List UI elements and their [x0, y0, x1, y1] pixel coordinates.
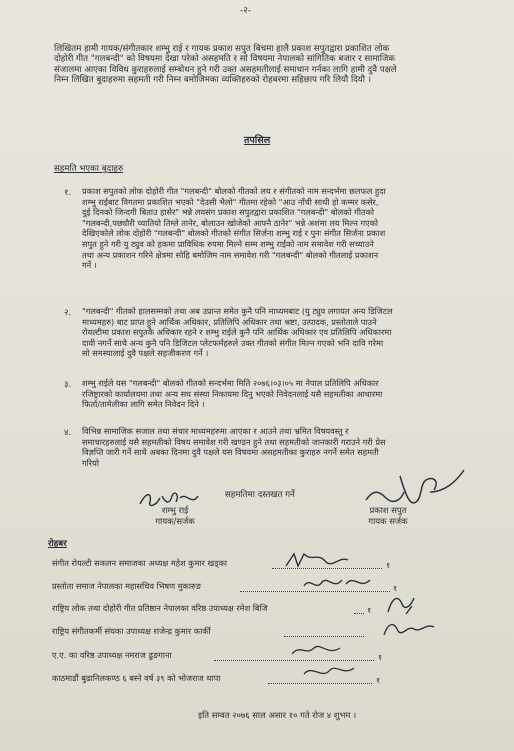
- intro-line: निम्न लिखित बुदाहरुमा सहमती गरी निम्न बमोजिमका व्यक्तिहरुको रोहबरमा सहिछाप गरि लियौ दियौ ।: [54, 74, 371, 85]
- point-line: गरियो: [82, 457, 99, 468]
- point-line: माध्यमहरु) बाट प्राप्त हुने आर्थिक अधिकार, प्रतिलिपि अधिकार तथा श्रष्टा, उत्पादक, प्रस्तोताले पाउने: [82, 316, 377, 327]
- tapasil-heading: तपसिल: [244, 135, 271, 146]
- witness-row: राष्ट्रिय संगीतकर्मी संघका उपाध्यक्ष राजेन्द्र कुमार कार्की: [52, 626, 211, 636]
- point-line: देखिएकोले लोक दोहोरी "गलबन्दी" बोलको गीतको संगीत सिर्जना शम्भु राई र पुनः संगीत सिर्जना प्रकाश: [82, 228, 386, 239]
- point-line: तथा अन्य प्रकाशन गरिने क्षेत्रमा सोहि बमोजिम नाम समावेश गरी "गलबन्दी" बोलको गीतलाई प्रकाशन: [82, 249, 379, 260]
- point-line: "गलबन्दी,पछ्यौरी च्यातियो तिम्ले तानेर, बोलाउन खोजेको आफ्नै ठानेर" भन्ने अशंमा लय मिल्न गएको: [82, 217, 379, 228]
- point-item: [82, 378, 492, 410]
- witness-dotted-line: [354, 613, 364, 614]
- intro-paragraph: [54, 44, 494, 85]
- point-line: समाचारहरुलाई यसै सहमतीको विषय समावेश गरी खण्डन हुने तथा सहमतीको जानकारी गराउने गरी प्रेस: [82, 436, 386, 447]
- witness-row: ए.ए. का वरिष्ठ उपाध्यक्ष नमराज ढुङगाना: [52, 650, 172, 660]
- witness-row: संगीत रोयल्टी सकलन समाजका अध्यक्ष महेश कुमार खड्का: [52, 558, 228, 568]
- witness-signature-mark: [382, 590, 422, 618]
- witness-mark: १: [367, 606, 372, 615]
- point-line: सपुत हुने गरी यु ट्युव को हकमा प्राविधिक रुपमा मिल्ने सम्म शम्भु राईको नाम समावेश गरी सच्याउने: [82, 238, 374, 249]
- intro-line: दोहोरी गीत "गलबन्दी" को विषयमा देखा परेको असहमति र सो विषयमा नेपालको सांगितिक बजार र सामाजिक: [54, 54, 395, 65]
- point-line: प्रकाश सपुतको लोक दोहोरी गीत "गलबन्दी" बोलको गीतको लय र संगीतको नाम सन्दर्भमा छलफल हुदा: [82, 186, 386, 196]
- signer-right: [348, 505, 428, 527]
- point-line: रजिष्ट्रारको कार्यालयमा तथा अन्य सघ संस्था निकायमा दिनु भएको निवेदनलाई यसै सहमतीका आधारमा: [82, 388, 383, 399]
- witness-mark: १: [393, 584, 398, 593]
- intro-line: संजालमा आएका विविध कुराहरुलाई सम्बोधन हुने गरी उक्त असहमतीलाई समाधान गर्नका लागि हामी दुवै पक्षले: [54, 64, 397, 75]
- point-line: "गलबन्दी" गीतको हालसम्मको तथा अब उप्रान्त समेत कुनै पनि माध्यमबाट (यु ट्युव लगायत अन्य डिजिटल: [82, 306, 393, 316]
- point-line: फिर्ता/तामेलीका लागि समेत निवेदन दिने ।: [82, 399, 205, 410]
- witness-mark: १: [386, 561, 391, 570]
- witness-signature-mark: [282, 548, 352, 572]
- witness-row: काठमाडौं बुढानिलकण्ठ ६ बस्ने वर्ष ३९ को भोजराज थापा: [52, 673, 221, 683]
- point-line: विज्ञप्ति जारी गर्ने साथै अबका दिनमा दुवै पक्षले यस विषयमा असहमतीका कुराहरु नगर्ने समेत सहमती: [82, 447, 379, 458]
- witness-row: प्रस्तोता समाज नेपालका महासचिव भिषण मुकारुङ: [52, 581, 202, 591]
- signer-left: [140, 505, 210, 527]
- point-number: ३.: [64, 380, 72, 390]
- point-number: १.: [64, 188, 72, 198]
- page-number: -२-: [240, 6, 252, 16]
- witness-mark: १: [376, 676, 381, 685]
- point-number: २.: [64, 308, 72, 318]
- point-line: दुई दिनको जिन्दगी बिताउ हासेर" भन्ने लयसंग प्रकाश सपुतद्वारा प्रकाशित "गलबन्दी" बोलको गीतको: [82, 207, 375, 218]
- signer-right-role: गायक सर्जक: [368, 516, 408, 526]
- point-line: रोयल्टीमा प्रकाश सपुतकै अधिकार रहने र शम्भु राईले कुनै पनि आर्थिक अधिकार एव प्रतिलिपि अधिकारमा: [82, 327, 392, 338]
- witness-row: राष्ट्रिय लोक तथा दोहोरी गीत प्रतिष्ठान नेपालका वरिष्ठ उपाध्यक्ष रमेश बिजि: [52, 603, 268, 613]
- intro-line: लिखितम हामी गायक/संगीतकार शम्भु राई र गायक प्रकाश सपुत बिचमा हालै प्रकाश सपुतद्वारा प्रकाशित लोक: [54, 44, 390, 54]
- signatures-label: सहमतिमा दस्तखत गर्ने: [225, 490, 295, 500]
- point-line: शम्भु राईले यस "गलबन्दी" बोलको गीतको सन्दर्भमा मिति २०७६।०३।०५ मा नेपाल प्रतिलिपि अधिकार: [82, 378, 379, 388]
- point-line: दावी नगर्ने साथै अन्य कुनै पनि डिजिटल प्लेटफर्महरुले उक्त गीतको संगीत मिल्न गएको भनि दावि गरेमा: [82, 337, 384, 348]
- point-item: [82, 186, 492, 271]
- rohabar-heading: रोहबर: [48, 539, 67, 549]
- witness-signature-mark: [288, 640, 348, 660]
- point-number: ४.: [64, 428, 72, 438]
- witness-dotted-line: [268, 683, 372, 684]
- witness-signature-mark: [380, 615, 440, 641]
- witness-dotted-line: [214, 660, 374, 661]
- witness-signature-mark: [300, 662, 360, 682]
- point-line: शम्भु राईबाट विगतमा प्रकाशित भएको "देउसी भैलो" गीतमा रहेको "आउ नाँची साथी हो कम्मर कसेर,: [82, 196, 379, 207]
- witness-mark: १: [378, 653, 383, 662]
- point-line: गर्ने ।: [82, 260, 97, 271]
- agreed-points-heading: सहमति भएका बुदाहरु: [54, 164, 124, 174]
- signer-right-name: प्रकाश सपुत: [369, 505, 407, 515]
- witness-dotted-line: [284, 636, 364, 637]
- closing-line: इति सम्वत २०७६ साल असार १० गते रोज ४ शुभम ।: [198, 710, 357, 720]
- signer-left-role: गायक/सर्जक: [155, 516, 195, 526]
- point-line: सो समस्यालाई दुवै पक्षले सहजीकरण गर्ने ।: [82, 348, 209, 359]
- point-item: [82, 306, 492, 359]
- witness-signature-mark: [300, 572, 380, 596]
- point-line: विभिन्न सामाजिक सजाल तथा संचार माध्यमहरुमा आएका र आउने तथा भ्रमित विषयवस्तु र: [82, 426, 349, 436]
- signer-left-name: शम्भु राई: [161, 505, 189, 515]
